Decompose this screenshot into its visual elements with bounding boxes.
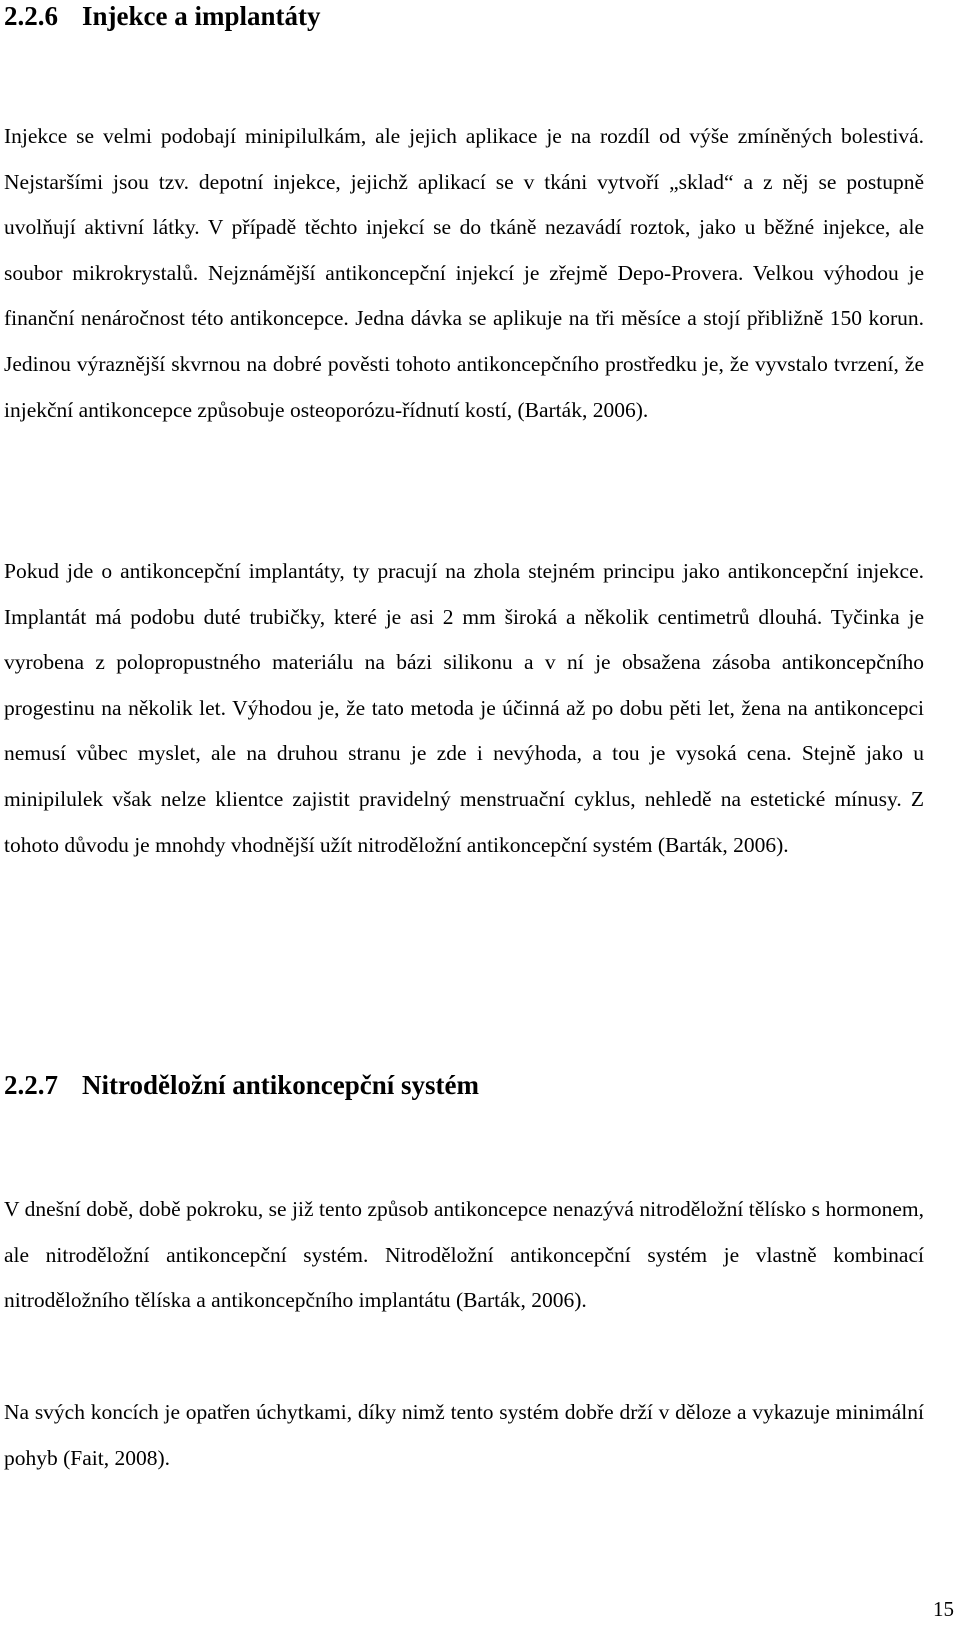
section-title: Nitroděložní antikoncepční systém <box>82 1070 479 1100</box>
section-number: 2.2.7 <box>4 1070 58 1100</box>
paragraph-anchoring: Na svých koncích je opatřen úchytkami, díky nimž tento systém dobře drží v děloze a vykazuje minimální pohyb (Fait, 2008). <box>4 1400 924 1470</box>
section-heading-2-2-6 <box>4 0 321 32</box>
section-heading-2-2-7 <box>4 1069 479 1101</box>
paragraph-implants: Pokud jde o antikoncepční implantáty, ty pracují na zhola stejném principu jako antikoncepční injekce. Implantát má podobu duté trubičky, které je asi 2 mm široká a několik centimetrů dlouhá. Tyčinka je vyrobena z polopropustného materiálu na bázi silikonu a v ní je obsažena zásoba antikoncepčního progestinu na několik let. Výhodou je, že tato metoda je účinná až po dobu pěti let, žena na antikoncepci nemusí vůbec myslet, ale na druhou stranu je zde i nevýhoda, a tou je vysoká cena. Stejně jako u minipilulek však nelze klientce zajistit pravidelný menstruační cyklus, nehledě na estetické mínusy. Z tohoto důvodu je mnohdy vhodnější užít nitroděložní antikoncepční systém (Barták, 2006). <box>4 559 924 857</box>
page-number: 15 <box>933 1597 954 1621</box>
paragraph-injections: Injekce se velmi podobají minipilulkám, ale jejich aplikace je na rozdíl od výše zmíněných bolestivá. Nejstaršími jsou tzv. depotní injekce, jejichž aplikací se v tkáni vytvoří „sklad“ a z něj se postupně uvolňují aktivní látky. V případě těchto injekcí se do tkáně nezavádí roztok, jako u běžné injekce, ale soubor mikrokrystalů. Nejznámější antikoncepční injekcí je zřejmě Depo-Provera. Velkou výhodou je finanční nenáročnost této antikoncepce. Jedna dávka se aplikuje na tři měsíce a stojí přibližně 150 korun. Jedinou výraznější skvrnou na dobré pověsti tohoto antikoncepčního prostředku je, že vyvstalo tvrzení, že injekční antikoncepce způsobuje osteoporózu-řídnutí kostí, (Barták, 2006). <box>4 124 924 422</box>
section-number: 2.2.6 <box>4 1 58 31</box>
paragraph-intrauterine-system: V dnešní době, době pokroku, se již tento způsob antikoncepce nenazývá nitroděložní tělísko s hormonem, ale nitroděložní antikoncepční systém. Nitroděložní antikoncepční systém je vlastně kombinací nitroděložního tělíska a antikoncepčního implantátu (Barták, 2006). <box>4 1197 924 1313</box>
section-title: Injekce a implantáty <box>82 1 321 31</box>
